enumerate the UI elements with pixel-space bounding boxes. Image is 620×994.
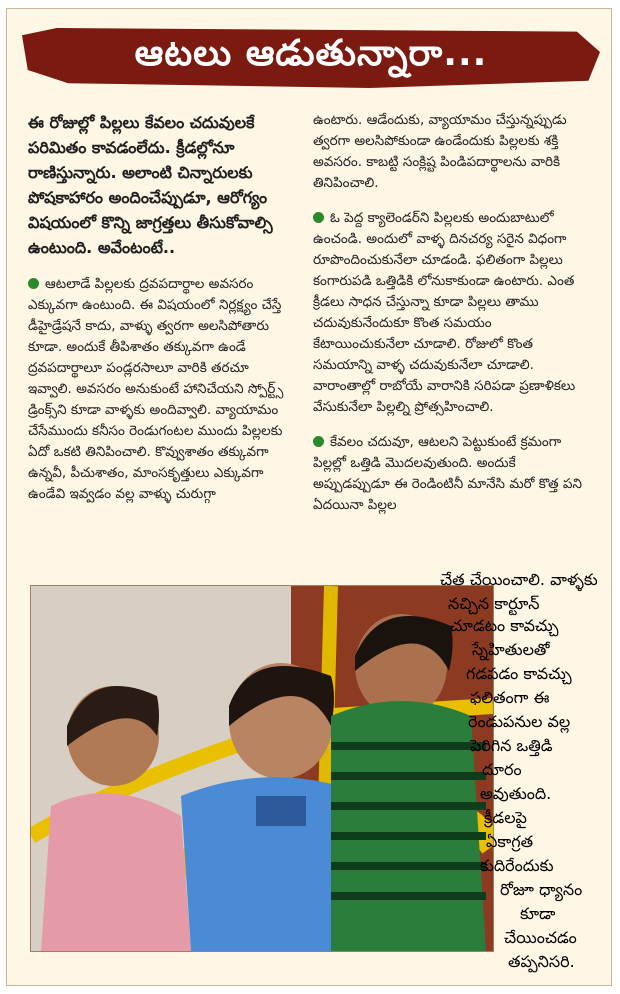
paragraph-energy: ఉంటారు. ఆడేందుకు, వ్యాయామం చేస్తున్నప్పుడు త్వరగా అలసిపోకుండా ఉండేందుకు పిల్లలకు శక్తి అవసరం. కాబట్టి సంక్లిష్ట పిండిపదార్థాలను వారికి తినిపించాలి.	[313, 112, 567, 191]
bullet-icon	[313, 212, 324, 223]
left-column	[28, 110, 290, 519]
wrap-text-line: కుదిరేందుకు	[480, 856, 554, 875]
paragraph-calendar	[313, 208, 588, 418]
wrap-text-line: ఏకాగ్రత	[486, 832, 534, 851]
wrap-text-line: క్రీడలపై	[484, 808, 527, 827]
wrap-text-line: తప్పనిసరి.	[508, 952, 575, 971]
bullet-icon	[28, 278, 39, 289]
children-photo-illustration	[31, 586, 493, 951]
right-column	[313, 110, 588, 530]
paragraph-calendar-text: ఓ పెద్ద క్యాలెండర్‌ని పిల్లలకు అందుబాటులో ఉంచండి. అందులో వాళ్ళ దినచర్య సరైన విధంగా రూపొందించుకునేలా చూడండి. ఫలితంగా పిల్లలు కంగారుపడి ఒత్తిడికి లోనుకాకుండా ఉంటారు. ఎంత క్రీడలు సాధన చేస్తున్నా కూడా పిల్లలు తాము చదువుకునేందుకూ కొంత సమయం కేటాయించుకునేలా చూడాలి. రోజులో కొంత సమయాన్ని వాళ్ళ చదువుకునేలా చూడాలి. వారాంతాల్లో రాబోయే వారానికి సరిపడా ప్రణాళికలు వేసుకునేలా పిల్లల్ని ప్రోత్సహించాలి.	[313, 210, 576, 415]
wrap-text-line: చూడటం కావచ్చు	[450, 616, 559, 635]
wrap-text-line: పెరిగిన ఒత్తిడి	[470, 736, 553, 755]
paragraph-hydration-text: ఆటలాడే పిల్లలకు ద్రవపదార్థాల అవసరం ఎక్కువగా ఉంటుంది. ఈ విషయంలో నిర్లక్ష్యం చేస్తే డీహైడ్రేషనే కాదు, వాళ్ళు త్వరగా అలసిపోతారు కూడా. అందుకే తీపిశాతం తక్కువగా ఉండే ద్రవపదార్థాలూ పండ్లరసాలూ వారికి తరచూ ఇవ్వాలి. అవసరం అనుకుంటే హానిచేయని స్పోర్ట్స్ డ్రింక్స్‌ని కూడా వాళ్ళకు అందివ్వాలి. వ్యాయామం చేసేముందు కనీసం రెండుగంటల ముందు పిల్లలకు ఏదో ఒకటి తినిపించాలి. కొవ్వుశాతం తక్కువగా ఉన్నవీ, పీచుశాతం, మాంసకృత్తులు ఎక్కువగా ఉండేవి ఇవ్వడం వల్ల వాళ్ళు చురుగ్గా	[28, 276, 284, 502]
bullet-icon	[313, 436, 324, 447]
wrap-text-line: కూడా	[520, 904, 556, 923]
wrap-text-line: చేత చేయించాలి. వాళ్ళకు	[440, 570, 598, 589]
intro-paragraph: ఈ రోజుల్లో పిల్లలు కేవలం చదువులకే పరిమితం కావడంలేదు. క్రీడల్లోనూ రాణిస్తున్నారు. అలాంటి చిన్నారులకు పోషకాహారం అందించేప్పుడూ, ఆరోగ్యం విషయంలో కొన్ని జాగ్రత్తలు తీసుకోవాల్సి ఉంటుంది. అవేంటంటే..	[28, 113, 273, 257]
paragraph-stress	[313, 432, 588, 516]
wrap-text-line: రెండుపనుల వల్ల	[468, 712, 571, 731]
wrap-text-line: ఫలితంగా ఈ	[470, 688, 550, 707]
wrap-text-line: రోజూ ధ్యానం	[500, 880, 583, 899]
paragraph-stress-text: కేవలం చదువూ, ఆటలని పెట్టుకుంటే క్రమంగా పిల్లల్లో ఒత్తిడి మొదలవుతుంది. అందుకే అప్పుడప్పుడూ ఈ రెండింటినీ మానేసి మరో కొత్త పని ఏదయినా పిల్లల	[313, 434, 582, 513]
wrap-text-line: గడపడం కావచ్చు	[466, 664, 572, 683]
wrap-text-line: చేయించడం	[504, 928, 577, 947]
wrap-text-line: స్నేహితులతో	[472, 640, 550, 659]
children-playing-photo	[30, 585, 494, 952]
wrap-text-line: అవుతుంది.	[480, 784, 552, 803]
wrap-text-line: దూరం	[482, 760, 522, 779]
page-title: ఆటలు ఆడుతున్నారా...	[134, 33, 488, 74]
wrap-text-line: నచ్చిన కార్టూన్	[448, 594, 540, 613]
paragraph-hydration	[28, 274, 290, 505]
